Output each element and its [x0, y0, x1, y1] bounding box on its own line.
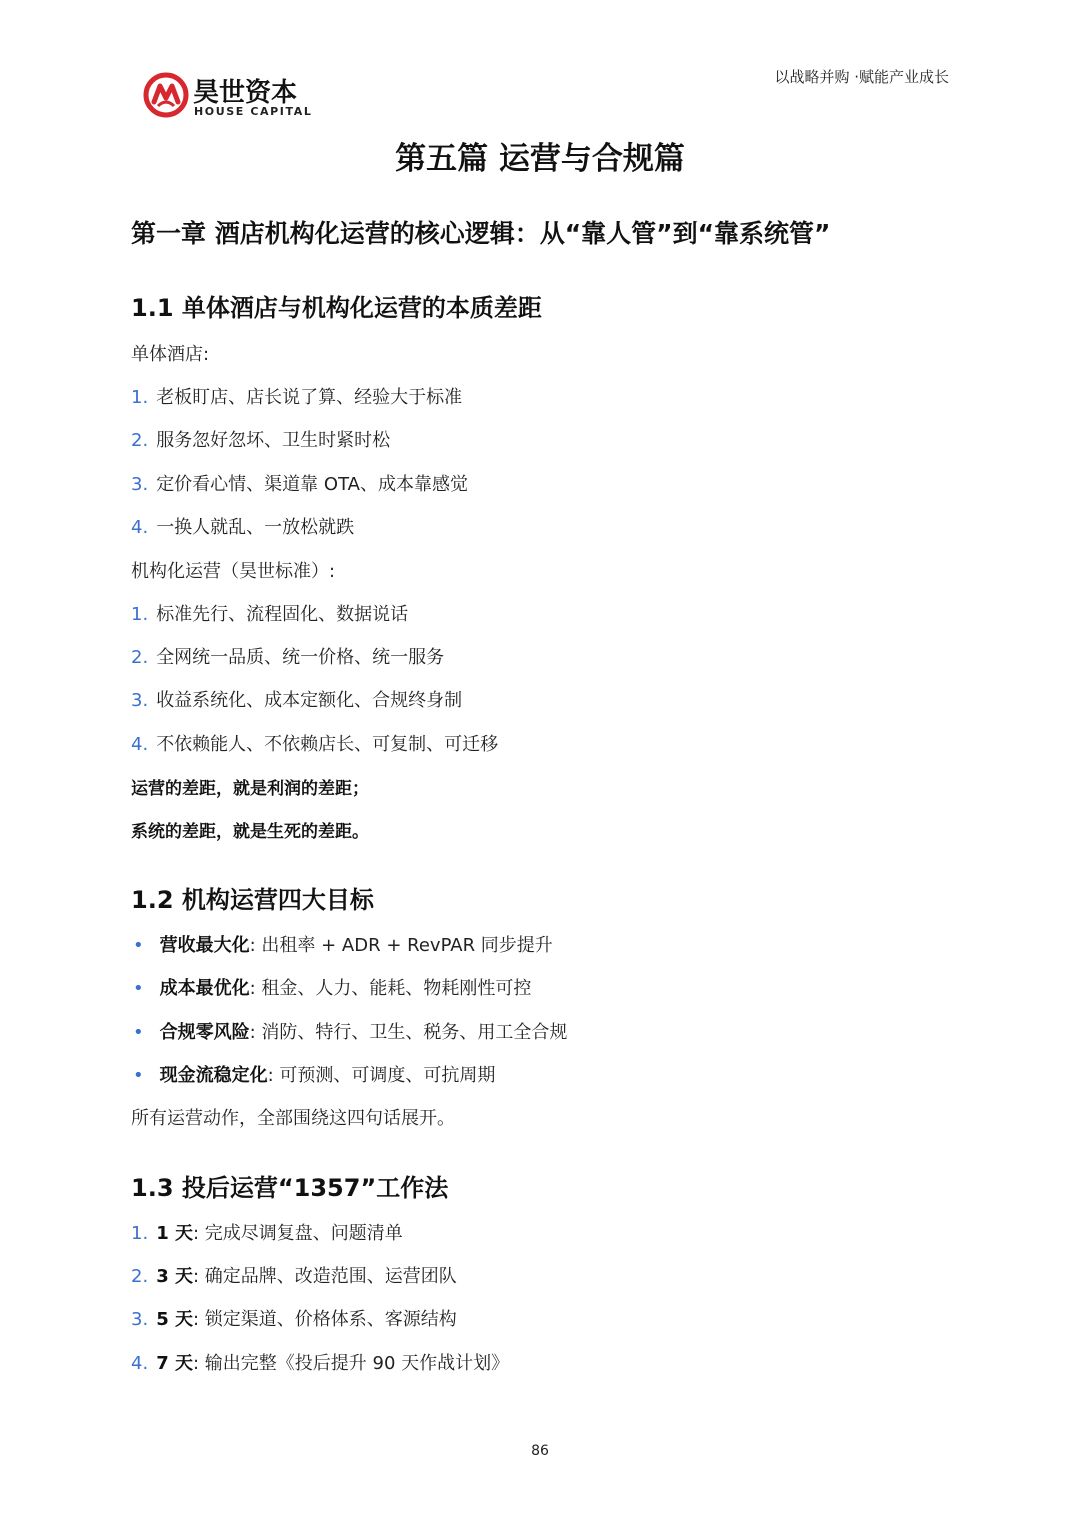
step-label: 7 天	[156, 1353, 193, 1374]
step-text: : 完成尽调复盘、问题清单	[192, 1223, 403, 1244]
list-text: 老板盯店、店长说了算、经验大于标准	[156, 387, 463, 408]
list-number: 3.	[131, 690, 149, 711]
goals-summary: 所有运营动作，全部围绕这四句话展开。	[131, 1108, 455, 1129]
company-logo	[143, 70, 323, 120]
list-number: 4.	[131, 517, 149, 538]
list-item	[131, 515, 354, 541]
list-item	[131, 732, 498, 758]
goal-item	[131, 976, 531, 1002]
institutional-label: 机构化运营（昊世标准）:	[131, 561, 336, 582]
goal-text: : 可预测、可调度、可抗周期	[267, 1065, 496, 1086]
single-hotel-label: 单体酒店:	[131, 344, 210, 365]
list-text: 全网统一品质、统一价格、统一服务	[156, 647, 445, 668]
list-item	[131, 645, 444, 671]
goal-item	[131, 1020, 567, 1046]
list-number: 3.	[131, 474, 149, 495]
goal-item	[131, 1063, 495, 1089]
list-number: 4.	[131, 1353, 149, 1374]
list-item	[131, 688, 462, 714]
step-label: 3 天	[156, 1266, 193, 1287]
goal-label: 成本最优化	[159, 978, 250, 999]
list-item	[131, 472, 468, 498]
house-capital-logo-icon	[143, 72, 189, 118]
step-item	[131, 1307, 457, 1333]
goal-item	[131, 933, 553, 959]
step-text: : 输出完整《投后提升 90 天作战计划》	[192, 1353, 510, 1374]
list-text: 服务忽好忽坏、卫生时紧时松	[156, 430, 391, 451]
list-text: 定价看心情、渠道靠 OTA、成本靠感觉	[156, 474, 468, 495]
list-text: 一换人就乱、一放松就跌	[156, 517, 355, 538]
list-number: 1.	[131, 604, 149, 625]
header-slogan: 以战略并购 ·赋能产业成长	[774, 68, 949, 86]
step-text: : 确定品牌、改造范围、运营团队	[192, 1266, 457, 1287]
section-title-1-2: 1.2 机构运营四大目标	[131, 886, 374, 914]
section-title-1-3: 1.3 投后运营“1357”工作法	[131, 1174, 449, 1202]
goal-label: 营收最大化	[159, 935, 250, 956]
step-text: : 锁定渠道、价格体系、客源结构	[192, 1309, 457, 1330]
list-item	[131, 602, 408, 628]
bullet-icon: •	[133, 935, 144, 956]
section-title-1-1: 1.1 单体酒店与机构化运营的本质差距	[131, 294, 542, 322]
part-title: 第五篇 运营与合规篇	[395, 141, 685, 177]
goal-text: : 租金、人力、能耗、物耗刚性可控	[249, 978, 532, 999]
goal-label: 合规零风险	[159, 1022, 250, 1043]
list-item	[131, 428, 390, 454]
list-number: 2.	[131, 1266, 149, 1287]
goal-label: 现金流稳定化	[159, 1065, 268, 1086]
list-text: 标准先行、流程固化、数据说话	[156, 604, 409, 625]
list-number: 1.	[131, 1223, 149, 1244]
conclusion-line: 系统的差距，就是生死的差距。	[131, 822, 369, 842]
bullet-icon: •	[133, 978, 144, 999]
step-item	[131, 1264, 457, 1290]
list-number: 2.	[131, 430, 149, 451]
list-text: 收益系统化、成本定额化、合规终身制	[156, 690, 463, 711]
goal-text: : 出租率 + ADR + RevPAR 同步提升	[249, 935, 553, 956]
step-label: 5 天	[156, 1309, 193, 1330]
list-number: 3.	[131, 1309, 149, 1330]
list-number: 4.	[131, 734, 149, 755]
list-number: 1.	[131, 387, 149, 408]
logo-english-name: HOUSE CAPITAL	[194, 105, 313, 118]
list-number: 2.	[131, 647, 149, 668]
logo-chinese-name: 昊世资本	[193, 78, 298, 108]
step-item	[131, 1351, 509, 1377]
list-item	[131, 385, 462, 411]
step-label: 1 天	[156, 1223, 193, 1244]
bullet-icon: •	[133, 1065, 144, 1086]
step-item	[131, 1221, 403, 1247]
list-text: 不依赖能人、不依赖店长、可复制、可迁移	[156, 734, 499, 755]
conclusion-line: 运营的差距，就是利润的差距；	[131, 779, 369, 799]
bullet-icon: •	[133, 1022, 144, 1043]
page-number: 86	[531, 1443, 549, 1459]
chapter-title: 第一章 酒店机构化运营的核心逻辑：从“靠人管”到“靠系统管”	[131, 219, 831, 248]
goal-text: : 消防、特行、卫生、税务、用工全合规	[249, 1022, 568, 1043]
